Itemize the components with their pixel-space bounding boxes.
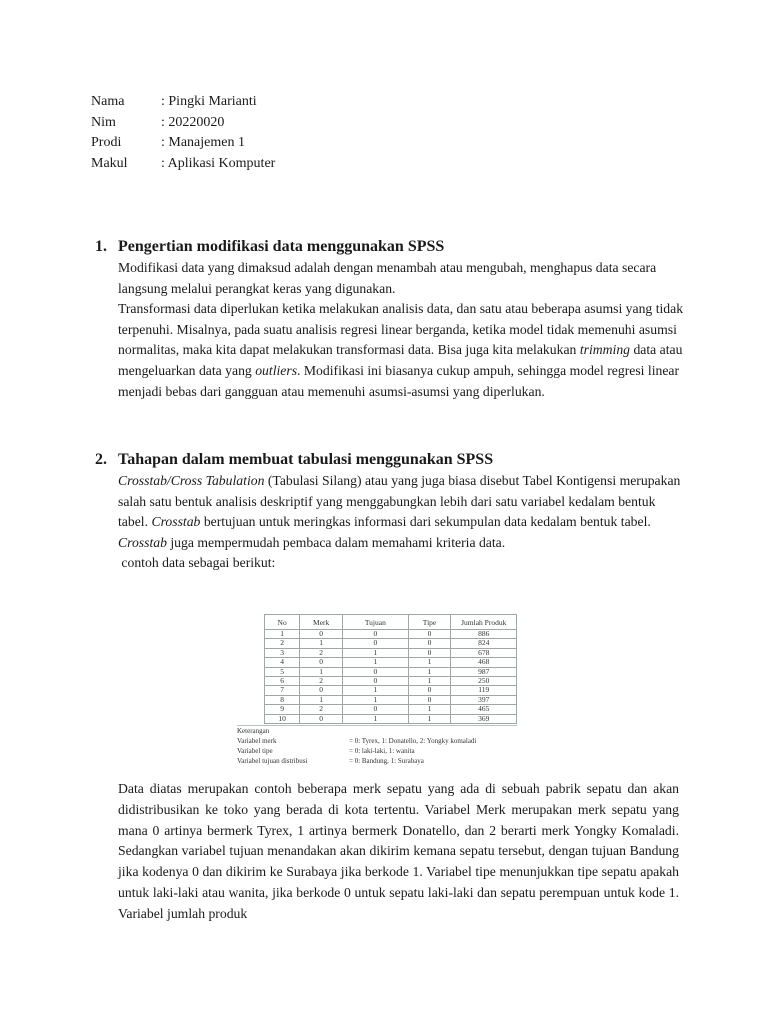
italic-term: outliers	[255, 362, 298, 378]
table-cell: 8	[265, 695, 300, 704]
table-cell: 397	[451, 695, 517, 704]
section-number: 1.	[95, 238, 107, 255]
table-row	[265, 686, 517, 695]
table-cell: 824	[451, 639, 517, 648]
table-header-cell: Tipe	[408, 615, 451, 630]
identity-row-makul	[91, 154, 275, 175]
paragraph-example-intro: contoh data sebagai berikut:	[118, 555, 276, 571]
table-legend	[237, 726, 517, 766]
table-cell: 2	[300, 677, 343, 686]
legend-key: Variabel merk	[237, 737, 277, 745]
table-cell: 1	[343, 648, 409, 657]
table-cell: 0	[408, 648, 451, 657]
legend-value: = 0: Bandung, 1: Surabaya	[349, 757, 424, 765]
section-1-heading	[95, 236, 685, 258]
table-cell: 3	[265, 648, 300, 657]
italic-term: Crosstab	[118, 534, 167, 550]
section-2	[95, 449, 685, 574]
table-cell: 1	[408, 705, 451, 714]
table-cell: 0	[300, 714, 343, 723]
legend-key: Variabel tujuan distribusi	[237, 757, 308, 765]
table-cell: 6	[265, 677, 300, 686]
legend-value: = 0: Tyrex, 1: Donatello, 2: Yongky komaladi	[349, 737, 477, 745]
legend-row	[237, 746, 517, 756]
identity-value: : Pingki Marianti	[161, 94, 257, 109]
table-cell: 1	[265, 630, 300, 639]
table-cell: 0	[408, 686, 451, 695]
italic-term: Crosstab	[151, 514, 201, 530]
table-cell: 369	[451, 714, 517, 723]
table-cell: 2	[300, 648, 343, 657]
italic-term: Crosstab/Cross Tabulation	[118, 473, 265, 488]
section-number: 2.	[95, 451, 107, 468]
table-cell: 1	[343, 695, 409, 704]
identity-label: Nama	[91, 94, 125, 109]
section-title: Tahapan dalam membuat tabulasi menggunakan SPSS	[118, 451, 494, 468]
paragraph	[118, 471, 685, 553]
identity-block	[91, 92, 275, 174]
table-cell: 250	[451, 677, 517, 686]
table-cell: 1	[300, 667, 343, 676]
table-row	[265, 639, 517, 648]
section-2-body	[118, 471, 685, 574]
text-run: data atau mengeluarkan data yang	[118, 342, 683, 378]
italic-term: trimming	[579, 342, 631, 358]
table-row	[265, 714, 517, 723]
section-2-heading	[95, 449, 685, 471]
table-header-cell: Jumlah Produk	[451, 615, 517, 630]
identity-row-prodi	[91, 133, 275, 154]
table-cell: 0	[343, 705, 409, 714]
legend-title: Keterangan	[237, 727, 270, 735]
text-run: . Modifikasi ini biasanya cukup ampuh, sehingga model regresi linear menjadi bebas dari gangguan atau memenuhi asumsi-asumsi yang diperlukan.	[118, 362, 680, 399]
table-header-cell: Tujuan	[343, 615, 409, 630]
legend-row	[237, 756, 517, 766]
table-cell: 0	[300, 630, 343, 639]
table-cell: 1	[300, 639, 343, 648]
table-cell: 9	[265, 705, 300, 714]
identity-label: Prodi	[91, 135, 122, 150]
data-table	[264, 614, 517, 724]
table-header-cell: No	[265, 615, 300, 630]
table-row	[265, 705, 517, 714]
legend-key: Variabel tipe	[237, 747, 273, 755]
text-run: bertujuan untuk meringkas informasi dari sekumpulan data kedalam bentuk tabel.	[200, 514, 651, 530]
legend-value: = 0: laki-laki, 1: wanita	[349, 747, 415, 755]
table-cell: 2	[265, 639, 300, 648]
table-cell: 1	[408, 677, 451, 686]
table-cell: 7	[265, 686, 300, 695]
table-cell: 0	[300, 658, 343, 667]
table-cell: 1	[300, 695, 343, 704]
table-header-cell: Merk	[300, 615, 343, 630]
table-cell: 0	[343, 639, 409, 648]
section-1-body	[118, 258, 685, 402]
section-1	[95, 236, 685, 402]
identity-label: Makul	[91, 155, 128, 171]
section-title: Pengertian modifikasi data menggunakan SPSS	[118, 238, 445, 255]
paragraph: Modifikasi data yang dimaksud adalah dengan menambah atau mengubah, menghapus data secara langsung melalui perangkat keras yang digunakan.	[118, 260, 657, 296]
table-body	[265, 630, 517, 724]
identity-row-name	[91, 92, 275, 113]
table-cell: 1	[343, 658, 409, 667]
text-run: Transformasi data diperlukan ketika melakukan analisis data, dan satu atau beberapa asumsi yang tidak terpenuhi. Misalnya, pada suatu analisis regresi linear berganda, ketika model tidak memenuhi asumsi normalitas, maka kita dapat melakukan transformasi data. Bisa juga kita melakukan	[118, 301, 684, 358]
table-cell: 465	[451, 705, 517, 714]
table-cell: 1	[343, 686, 409, 695]
table-cell: 0	[343, 630, 409, 639]
table-cell: 10	[265, 714, 300, 723]
identity-row-nim	[91, 113, 275, 134]
table-cell: 0	[408, 695, 451, 704]
table-cell: 468	[451, 658, 517, 667]
data-table-figure	[237, 610, 517, 768]
table-cell: 1	[408, 714, 451, 723]
identity-value: : Aplikasi Komputer	[161, 155, 276, 171]
table-cell: 1	[408, 658, 451, 667]
text-run: juga mempermudah pembaca dalam memahami kriteria data.	[166, 534, 506, 550]
table-cell: 1	[408, 667, 451, 676]
text-run: (Tabulasi Silang) atau yang juga biasa disebut Tabel Kontigensi merupakan salah satu bentuk analisis deskriptif yang menggabungkan lebih dari satu variabel kedalam bentuk tabel.	[118, 473, 681, 530]
table-cell: 1	[343, 714, 409, 723]
table-cell: 987	[451, 667, 517, 676]
table-cell: 4	[265, 658, 300, 667]
identity-value: : Manajemen 1	[161, 135, 245, 150]
table-row	[265, 658, 517, 667]
table-cell: 0	[343, 677, 409, 686]
legend-row	[237, 736, 517, 746]
table-header-row	[265, 615, 517, 630]
identity-value: : 20220020	[161, 114, 225, 130]
table-cell: 678	[451, 648, 517, 657]
table-cell: 119	[451, 686, 517, 695]
paragraph	[118, 299, 685, 402]
table-cell: 886	[451, 630, 517, 639]
table-cell: 0	[343, 667, 409, 676]
paragraph-explanation: Data diatas merupakan contoh beberapa merk sepatu yang ada di sebuah pabrik sepatu dan akan didistribusikan ke toko yang berada di kota tertentu. Variabel Merk merupakan merk sepatu yang mana 0 artinya bermerk Tyrex, 1 artinya bermerk Donatello, dan 2 berarti merk Yongky Komaladi. Sedangkan variabel tujuan menandakan akan dikirim kemana sepatu tersebut, dengan tujuan Bandung jika kodenya 0 dan dikirim ke Surabaya jika berkode 1. Variabel tipe menunjukkan tipe sepatu apakah untuk laki-laki atau wanita, jika berkode 0 untuk sepatu laki-laki dan sepatu perempuan untuk kode 1. Variabel jumlah produk	[118, 781, 679, 921]
table-cell: 2	[300, 705, 343, 714]
table-cell: 0	[408, 639, 451, 648]
table-cell: 5	[265, 667, 300, 676]
table-cell: 0	[408, 630, 451, 639]
table-cell: 0	[300, 686, 343, 695]
identity-label: Nim	[91, 114, 116, 130]
